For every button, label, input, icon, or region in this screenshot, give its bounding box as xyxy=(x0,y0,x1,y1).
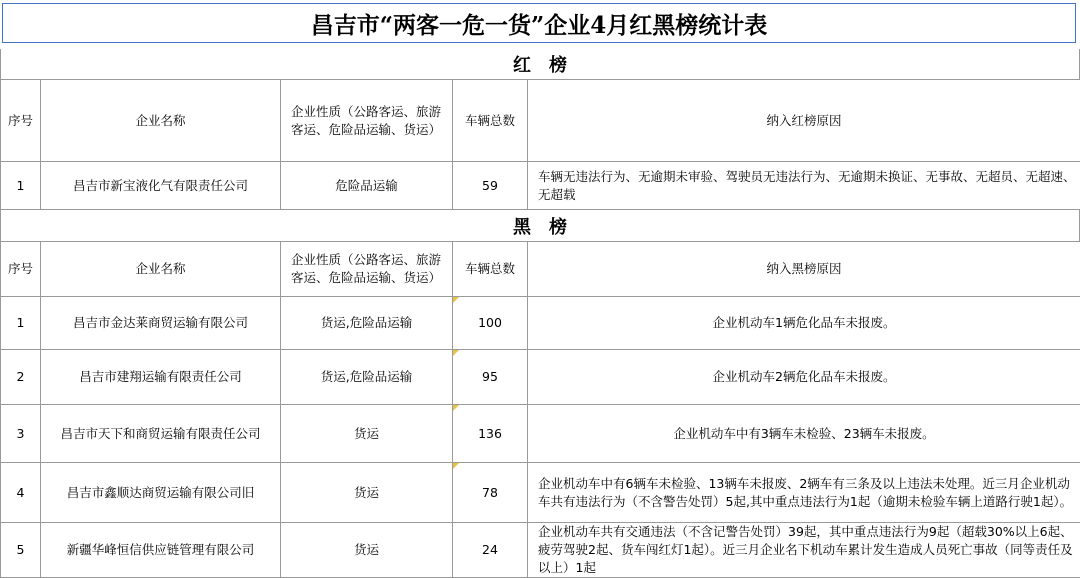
row-company-name: 昌吉市建翔运输有限责任公司 xyxy=(41,350,281,405)
header-vehicle-count: 车辆总数 xyxy=(453,80,528,162)
table-row xyxy=(1,523,1080,578)
row-seq: 5 xyxy=(1,523,41,578)
row-company-nature: 危险品运输 xyxy=(281,162,453,210)
row-company-name: 昌吉市金达莱商贸运输有限公司 xyxy=(41,297,281,350)
row-company-name: 昌吉市新宝液化气有限责任公司 xyxy=(41,162,281,210)
row-company-nature: 货运,危险品运输 xyxy=(281,350,453,405)
row-reason: 企业机动车共有交通违法（不含记警告处罚）39起，其中重点违法行为9起（超载30%以上6起、疲劳驾驶2起、货车闯红灯1起）。近三月企业名下机动车累计发生造成人员死亡事故（同等责任及以上）1起 xyxy=(528,523,1080,578)
row-company-nature: 货运 xyxy=(281,463,453,523)
row-seq: 2 xyxy=(1,350,41,405)
header-red-reason: 纳入红榜原因 xyxy=(528,80,1080,162)
row-vehicle-count: 24 xyxy=(453,523,528,578)
row-reason: 车辆无违法行为、无逾期未审验、驾驶员无违法行为、无逾期未换证、无事故、无超员、无超速、无超载 xyxy=(528,162,1080,210)
row-reason: 企业机动车中有3辆车未检验、23辆车未报废。 xyxy=(528,405,1080,463)
row-seq: 1 xyxy=(1,162,41,210)
header-company-name: 企业名称 xyxy=(41,242,281,297)
row-company-nature: 货运,危险品运输 xyxy=(281,297,453,350)
row-company-nature: 货运 xyxy=(281,523,453,578)
table-row xyxy=(1,350,1080,405)
row-seq: 4 xyxy=(1,463,41,523)
black-list-heading: 黑 榜 xyxy=(0,209,1080,241)
row-company-nature: 货运 xyxy=(281,405,453,463)
row-seq: 3 xyxy=(1,405,41,463)
row-reason: 企业机动车中有6辆车未检验、13辆车未报废、2辆车有三条及以上违法未处理。近三月企业机动车共有违法行为（不含警告处罚）5起,其中重点违法行为1起（逾期未检验车辆上道路行驶1起）。 xyxy=(528,463,1080,523)
table-row xyxy=(1,463,1080,523)
header-vehicle-count: 车辆总数 xyxy=(453,242,528,297)
table-title: 昌吉市“两客一危一货”企业4月红黑榜统计表 xyxy=(2,3,1076,43)
row-company-name: 昌吉市天下和商贸运输有限责任公司 xyxy=(41,405,281,463)
row-reason: 企业机动车1辆危化品车未报废。 xyxy=(528,297,1080,350)
header-seq: 序号 xyxy=(1,80,41,162)
row-vehicle-count: 78 xyxy=(453,463,528,523)
row-seq: 1 xyxy=(1,297,41,350)
row-reason: 企业机动车2辆危化品车未报废。 xyxy=(528,350,1080,405)
black-header-row xyxy=(1,242,1080,297)
row-vehicle-count: 95 xyxy=(453,350,528,405)
table-row xyxy=(1,405,1080,463)
row-vehicle-count: 100 xyxy=(453,297,528,350)
header-seq: 序号 xyxy=(1,242,41,297)
black-list-table xyxy=(0,241,1080,578)
row-vehicle-count: 59 xyxy=(453,162,528,210)
red-list-heading: 红 榜 xyxy=(0,49,1080,79)
table-row xyxy=(1,162,1080,210)
row-vehicle-count: 136 xyxy=(453,405,528,463)
row-company-name: 新疆华峰恒信供应链管理有限公司 xyxy=(41,523,281,578)
header-black-reason: 纳入黑榜原因 xyxy=(528,242,1080,297)
header-company-nature: 企业性质（公路客运、旅游客运、危险品运输、货运） xyxy=(281,80,453,162)
red-list-table xyxy=(0,79,1080,210)
table-row xyxy=(1,297,1080,350)
header-company-name: 企业名称 xyxy=(41,80,281,162)
header-company-nature: 企业性质（公路客运、旅游客运、危险品运输、货运） xyxy=(281,242,453,297)
red-header-row xyxy=(1,80,1080,162)
row-company-name: 昌吉市鑫顺达商贸运输有限公司旧 xyxy=(41,463,281,523)
